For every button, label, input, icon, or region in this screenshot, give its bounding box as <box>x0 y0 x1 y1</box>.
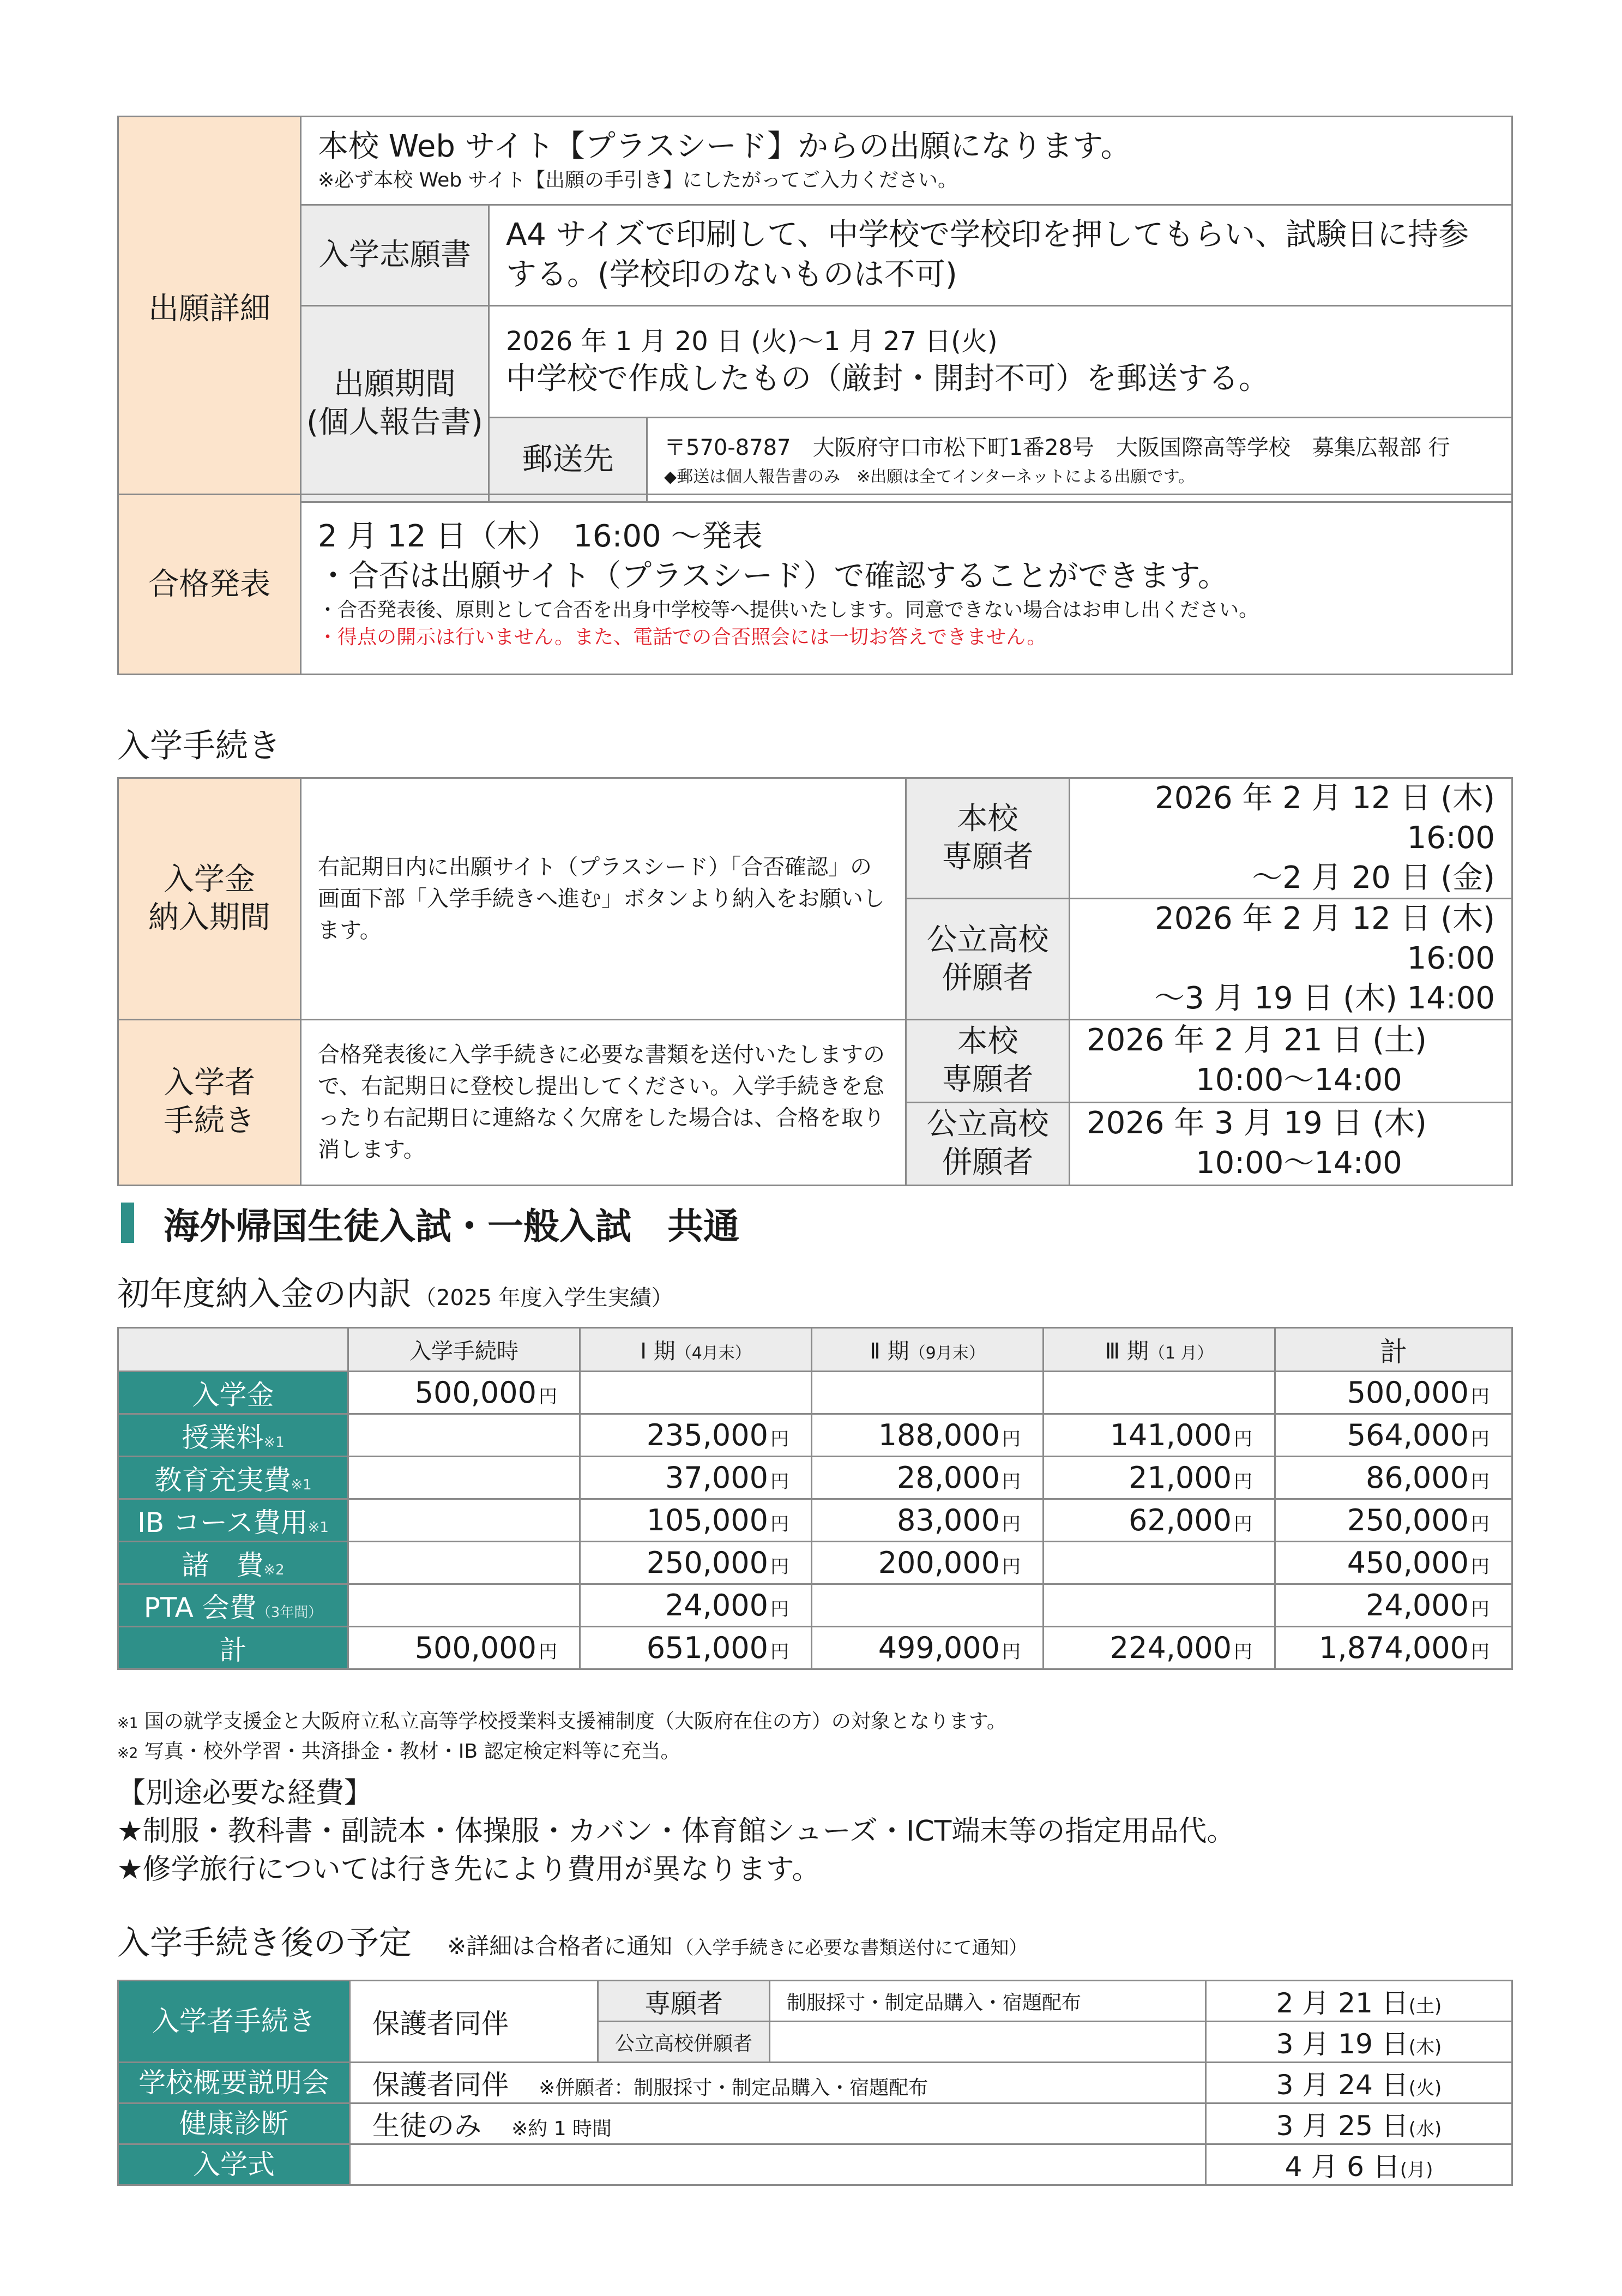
fee-row-note: ※2 <box>263 1561 285 1578</box>
fee-unit: 円 <box>1234 1641 1252 1663</box>
fee-col-1-note: （4月末） <box>675 1344 751 1363</box>
fee-value: 1,874,000 <box>1319 1631 1469 1665</box>
result-date: 2 月 12 日（木） 16:00 ～発表 <box>318 519 763 555</box>
fee-unit: 円 <box>770 1641 789 1663</box>
fee-cell <box>1044 1542 1275 1584</box>
fee-label: 入学金 納入期間 <box>118 778 301 1020</box>
result-table <box>117 494 1513 675</box>
fee-date-0 <box>1070 778 1512 899</box>
fee-date-1-line2: ～3 月 19 日 (木) 14:00 <box>1154 980 1495 1016</box>
sched-ceremony-day: (月) <box>1400 2159 1433 2181</box>
fee-unit: 円 <box>770 1513 789 1535</box>
fee-value: 250,000 <box>646 1546 768 1580</box>
fee-cell <box>812 1372 1044 1414</box>
fee-row-label-text: 諸 費 <box>182 1549 264 1581</box>
form-text: A4 サイズで印刷して、中学校で学校印を押してもらい、試験日に持参する。(学校印のないものは不可) <box>489 205 1512 306</box>
sched-brief-day: (火) <box>1408 2077 1442 2099</box>
fee-value: 141,000 <box>1110 1418 1232 1452</box>
schedule-note-small: （入学手続きに必要な書類送付にて通知） <box>675 1937 1028 1959</box>
fee-unit: 円 <box>1002 1513 1021 1535</box>
schedule-heading-wrap <box>117 1917 1027 1964</box>
fee-cell <box>348 1542 580 1584</box>
mail-label: 郵送先 <box>489 417 647 502</box>
result-line1: ・合否は出願サイト（プラスシード）で確認することができます。 <box>318 558 1228 594</box>
fee-value: 651,000 <box>646 1631 768 1665</box>
fee-unit: 円 <box>1471 1598 1490 1620</box>
result-line2: ・合否発表後、原則として合否を出身中学校等へ提供いたします。同意できない場合はお申し出ください。 <box>318 598 1259 621</box>
fee-cell <box>1044 1372 1275 1414</box>
sched-health-date-text: 3 月 25 日 <box>1276 2110 1409 2142</box>
fee-unit: 円 <box>1471 1428 1490 1450</box>
fee-row-label <box>118 1372 348 1414</box>
fee-col-1 <box>580 1328 812 1372</box>
sched-health-date <box>1206 2103 1512 2144</box>
fee-cell <box>348 1499 580 1542</box>
fee-unit: 円 <box>1471 1386 1490 1408</box>
fee-unit: 円 <box>539 1386 557 1408</box>
fee-row-label-text: IB コース費用 <box>137 1506 308 1538</box>
fee-col-3 <box>1044 1328 1275 1372</box>
fee-unit: 円 <box>1002 1556 1021 1578</box>
application-label: 出願詳細 <box>118 117 301 502</box>
sched-proc-hei-day: (木) <box>1408 2036 1442 2058</box>
sched-proc-hei-date-text: 3 月 19 日 <box>1276 2028 1409 2060</box>
period-label: 出願期間 (個人報告書) <box>301 305 489 502</box>
fee-date-1-line1: 2026 年 2 月 12 日 (木) 16:00 <box>1155 901 1495 977</box>
fee-unit: 円 <box>1234 1513 1252 1535</box>
fee-cell <box>348 1627 580 1669</box>
fee-cell <box>348 1414 580 1457</box>
proc-date-1-line2: 10:00～14:00 <box>1196 1145 1402 1181</box>
mail-address: 〒570-8787 大阪府守口市松下町1番28号 大阪国際高等学校 募集広報部 行 <box>664 435 1450 460</box>
sched-health-cell <box>350 2103 1206 2144</box>
fee-row-label-text: 授業料 <box>182 1421 264 1453</box>
schedule-table <box>117 1980 1513 2186</box>
fee-row-label <box>118 1414 348 1457</box>
fee-text: 右記期日内に出願サイト（プラスシード）「合否確認」の画面下部「入学手続きへ進む」ボタンより納入をお願いします。 <box>301 778 906 1020</box>
fee-cell <box>1275 1542 1512 1584</box>
application-intro-note: ※必ず本校 Web サイト【出願の手引き】にしたがってご入力ください。 <box>318 169 958 191</box>
fee-col-2-note: （9月末） <box>909 1344 985 1363</box>
fee-cell <box>580 1584 812 1627</box>
fee-col-0 <box>348 1328 580 1372</box>
fee-row-label-text: PTA 会費 <box>143 1591 257 1624</box>
common-title: 海外帰国生徒入試・一般入試 共通 <box>164 1205 739 1247</box>
fee-col-corner <box>118 1328 348 1372</box>
fee-cell <box>580 1542 812 1584</box>
fee-value: 564,000 <box>1347 1418 1469 1452</box>
fee-value: 200,000 <box>878 1546 1000 1580</box>
application-intro-cell <box>301 117 1512 205</box>
fee-date-0-line1: 2026 年 2 月 12 日 (木) 16:00 <box>1155 780 1495 856</box>
footnote-2-text: 写真・校外学習・共済掛金・教材・IB 認定検定料等に充当。 <box>144 1740 680 1763</box>
fee-date-1 <box>1070 899 1512 1019</box>
fee-value: 28,000 <box>897 1460 1000 1495</box>
fee-row-label <box>118 1627 348 1669</box>
fee-who-0: 本校 専願者 <box>906 778 1070 899</box>
sched-brief-cell <box>350 2063 1206 2103</box>
fee-row-note: （3年間） <box>256 1604 323 1621</box>
fee-cell <box>1044 1584 1275 1627</box>
fee-unit: 円 <box>539 1641 557 1663</box>
fee-row <box>118 1457 1512 1499</box>
result-cell <box>301 495 1512 675</box>
footnote-2 <box>117 1736 680 1764</box>
period-dates: 2026 年 1 月 20 日 (火)～1 月 27 日(火) <box>506 326 998 357</box>
fee-row-note: ※1 <box>307 1519 329 1536</box>
fee-value: 86,000 <box>1366 1460 1469 1495</box>
sched-proc-hei: 公立高校併願者 <box>598 2022 770 2063</box>
fee-cell <box>348 1584 580 1627</box>
sched-proc-sen: 専願者 <box>598 1981 770 2022</box>
mail-note: ◆郵送は個人報告書のみ ※出願は全てインターネットによる出願です。 <box>664 467 1195 486</box>
sched-health-day: (水) <box>1408 2118 1442 2140</box>
fee-cell <box>580 1457 812 1499</box>
fee-value: 500,000 <box>414 1375 536 1410</box>
proc-who-1: 公立高校 併願者 <box>906 1102 1070 1185</box>
proc-date-1 <box>1070 1102 1512 1185</box>
sched-brief-date <box>1206 2063 1512 2103</box>
fee-value: 105,000 <box>646 1503 768 1537</box>
fee-value: 500,000 <box>1347 1375 1469 1410</box>
proc-text: 合格発表後に入学手続きに必要な書類を送付いたしますので、右記期日に登校し提出してください。入学手続きを怠ったり右記期日に連絡なく欠席をした場合は、合格を取り消します。 <box>301 1019 906 1185</box>
application-intro: 本校 Web サイト【プラスシード】からの出願になります。 <box>318 129 1131 164</box>
section-accent-bar <box>121 1203 134 1243</box>
footnote-1-mark: ※1 <box>117 1715 138 1732</box>
footnote-1 <box>117 1706 1006 1734</box>
fee-unit: 円 <box>770 1598 789 1620</box>
sched-proc-hei-date <box>1206 2022 1512 2063</box>
fee-unit: 円 <box>1471 1513 1490 1535</box>
fee-value: 235,000 <box>646 1418 768 1452</box>
fee-row-note: ※1 <box>263 1434 285 1451</box>
sched-proc-sen-date <box>1206 1981 1512 2022</box>
sched-proc-sen-day: (土) <box>1408 1996 1442 2017</box>
sched-health-with: 生徒のみ <box>372 2110 481 2142</box>
procedure-table <box>117 777 1513 1186</box>
fee-col-2 <box>812 1328 1044 1372</box>
mail-cell <box>647 417 1512 502</box>
fee-cell <box>580 1414 812 1457</box>
fee-cell <box>812 1584 1044 1627</box>
extra-line-1: ★制服・教科書・副読本・体操服・カバン・体育館シューズ・ICT端末等の指定用品代。 <box>117 1815 1235 1848</box>
fee-cell <box>348 1457 580 1499</box>
fee-cell <box>1275 1372 1512 1414</box>
fee-col-2-label: Ⅱ 期 <box>870 1339 909 1364</box>
sched-proc-hei-detail <box>770 2022 1206 2063</box>
fee-row <box>118 1584 1512 1627</box>
sched-proc-with: 保護者同伴 <box>350 1981 598 2063</box>
fee-cell <box>1044 1627 1275 1669</box>
fee-col-3-note: （1 月） <box>1148 1344 1214 1363</box>
fee-cell <box>580 1627 812 1669</box>
fee-cell <box>812 1414 1044 1457</box>
sched-ceremony-cell <box>350 2144 1206 2185</box>
application-table <box>117 116 1513 503</box>
fee-row-label <box>118 1457 348 1499</box>
result-label: 合格発表 <box>118 495 301 675</box>
fee-cell <box>1275 1627 1512 1669</box>
fee-value: 188,000 <box>878 1418 1000 1452</box>
fee-unit: 円 <box>770 1471 789 1493</box>
fee-cell <box>1044 1457 1275 1499</box>
proc-date-1-line1: 2026 年 3 月 19 日 (木) <box>1087 1105 1427 1141</box>
fee-date-0-line2: ～2 月 20 日 (金) <box>1252 860 1495 895</box>
sched-brief-label: 学校概要説明会 <box>118 2063 350 2103</box>
fee-value: 500,000 <box>414 1631 536 1665</box>
fee-row <box>118 1499 1512 1542</box>
schedule-heading: 入学手続き後の予定 <box>117 1924 412 1962</box>
sched-health-note: ※約 1 時間 <box>511 2118 612 2140</box>
proc-date-0-line2: 10:00～14:00 <box>1196 1062 1402 1098</box>
proc-label: 入学者 手続き <box>118 1019 301 1185</box>
fee-value: 21,000 <box>1129 1460 1232 1495</box>
fee-value: 250,000 <box>1347 1503 1469 1537</box>
fee-row <box>118 1372 1512 1414</box>
fee-value: 37,000 <box>665 1460 768 1495</box>
form-label: 入学志願書 <box>301 205 489 306</box>
fee-cell <box>580 1499 812 1542</box>
sched-ceremony-date <box>1206 2144 1512 2185</box>
fee-table <box>117 1327 1513 1670</box>
fee-cell <box>1275 1457 1512 1499</box>
fee-cell <box>1275 1584 1512 1627</box>
fee-row-label-text: 計 <box>219 1634 247 1666</box>
fee-who-1: 公立高校 併願者 <box>906 899 1070 1019</box>
fee-cell <box>348 1372 580 1414</box>
fee-row-label <box>118 1542 348 1584</box>
fee-value: 83,000 <box>897 1503 1000 1537</box>
fee-row-label <box>118 1584 348 1627</box>
extra-heading: 【別途必要な経費】 <box>117 1777 373 1810</box>
fee-value: 450,000 <box>1347 1546 1469 1580</box>
period-text: 中学校で作成したもの（厳封・開封不可）を郵送する。 <box>506 360 1269 396</box>
fee-value: 24,000 <box>665 1588 768 1622</box>
period-cell <box>489 305 1512 417</box>
procedure-heading: 入学手続き <box>117 727 281 765</box>
fee-unit: 円 <box>1234 1471 1252 1493</box>
footnote-1-text: 国の就学支援金と大阪府立私立高等学校授業料支援補制度（大阪府在住の方）の対象となります。 <box>144 1710 1006 1733</box>
sched-health-label: 健康診断 <box>118 2103 350 2144</box>
fee-unit: 円 <box>770 1428 789 1450</box>
proc-date-0-line1: 2026 年 2 月 21 日 (土) <box>1087 1023 1427 1059</box>
fee-value: 24,000 <box>1366 1588 1469 1622</box>
fee-value: 499,000 <box>878 1631 1000 1665</box>
fee-row-label-text: 教育充実費 <box>154 1464 291 1496</box>
fee-cell <box>580 1372 812 1414</box>
fees-heading-note: （2025 年度入学生実績） <box>414 1285 673 1311</box>
fee-cell <box>812 1499 1044 1542</box>
fee-col-1-label: Ⅰ 期 <box>640 1339 676 1364</box>
fee-cell <box>1275 1414 1512 1457</box>
fee-unit: 円 <box>1002 1471 1021 1493</box>
result-line3: ・得点の開示は行いません。また、電話での合否照会には一切お答えできません。 <box>318 626 1047 649</box>
fee-unit: 円 <box>1002 1428 1021 1450</box>
fee-cell <box>812 1457 1044 1499</box>
sched-brief-with: 保護者同伴 <box>372 2069 509 2101</box>
fee-value: 62,000 <box>1129 1503 1232 1537</box>
fee-col-4-label: 計 <box>1380 1336 1407 1368</box>
fee-row-label-text: 入学金 <box>192 1379 274 1411</box>
proc-date-0 <box>1070 1019 1512 1102</box>
proc-who-0: 本校 専願者 <box>906 1019 1070 1102</box>
fee-unit: 円 <box>1471 1641 1490 1663</box>
sched-brief-date-text: 3 月 24 日 <box>1276 2069 1409 2101</box>
fee-row-note: ※1 <box>291 1476 312 1493</box>
fee-col-4 <box>1275 1328 1512 1372</box>
footnote-2-mark: ※2 <box>117 1745 138 1762</box>
sched-proc-sen-date-text: 2 月 21 日 <box>1276 1987 1409 2019</box>
fees-heading-wrap <box>117 1268 673 1315</box>
fee-cell <box>1044 1499 1275 1542</box>
extra-line-2: ★修学旅行については行き先により費用が異なります。 <box>117 1853 821 1886</box>
fee-cell <box>812 1627 1044 1669</box>
fee-row-label <box>118 1499 348 1542</box>
sched-proc-label: 入学者手続き <box>118 1981 350 2063</box>
fee-col-0-label: 入学手続時 <box>409 1339 518 1364</box>
fee-cell <box>1275 1499 1512 1542</box>
schedule-note: ※詳細は合格者に通知 <box>447 1933 673 1960</box>
sched-ceremony-label: 入学式 <box>118 2144 350 2185</box>
fee-row <box>118 1627 1512 1669</box>
fee-unit: 円 <box>1002 1641 1021 1663</box>
fee-cell <box>1044 1414 1275 1457</box>
fees-heading: 初年度納入金の内訳 <box>117 1275 412 1313</box>
sched-ceremony-date-text: 4 月 6 日 <box>1285 2151 1400 2183</box>
fee-unit: 円 <box>770 1556 789 1578</box>
fee-row <box>118 1542 1512 1584</box>
sched-proc-sen-detail: 制服採寸・制定品購入・宿題配布 <box>770 1981 1206 2022</box>
fee-row <box>118 1414 1512 1457</box>
sched-brief-note: ※併願者：制服採寸・制定品購入・宿題配布 <box>539 2077 928 2099</box>
fee-cell <box>812 1542 1044 1584</box>
fee-unit: 円 <box>1471 1556 1490 1578</box>
fee-value: 224,000 <box>1110 1631 1232 1665</box>
fee-unit: 円 <box>1471 1471 1490 1493</box>
fee-col-3-label: Ⅲ 期 <box>1105 1339 1149 1364</box>
fee-unit: 円 <box>1234 1428 1252 1450</box>
